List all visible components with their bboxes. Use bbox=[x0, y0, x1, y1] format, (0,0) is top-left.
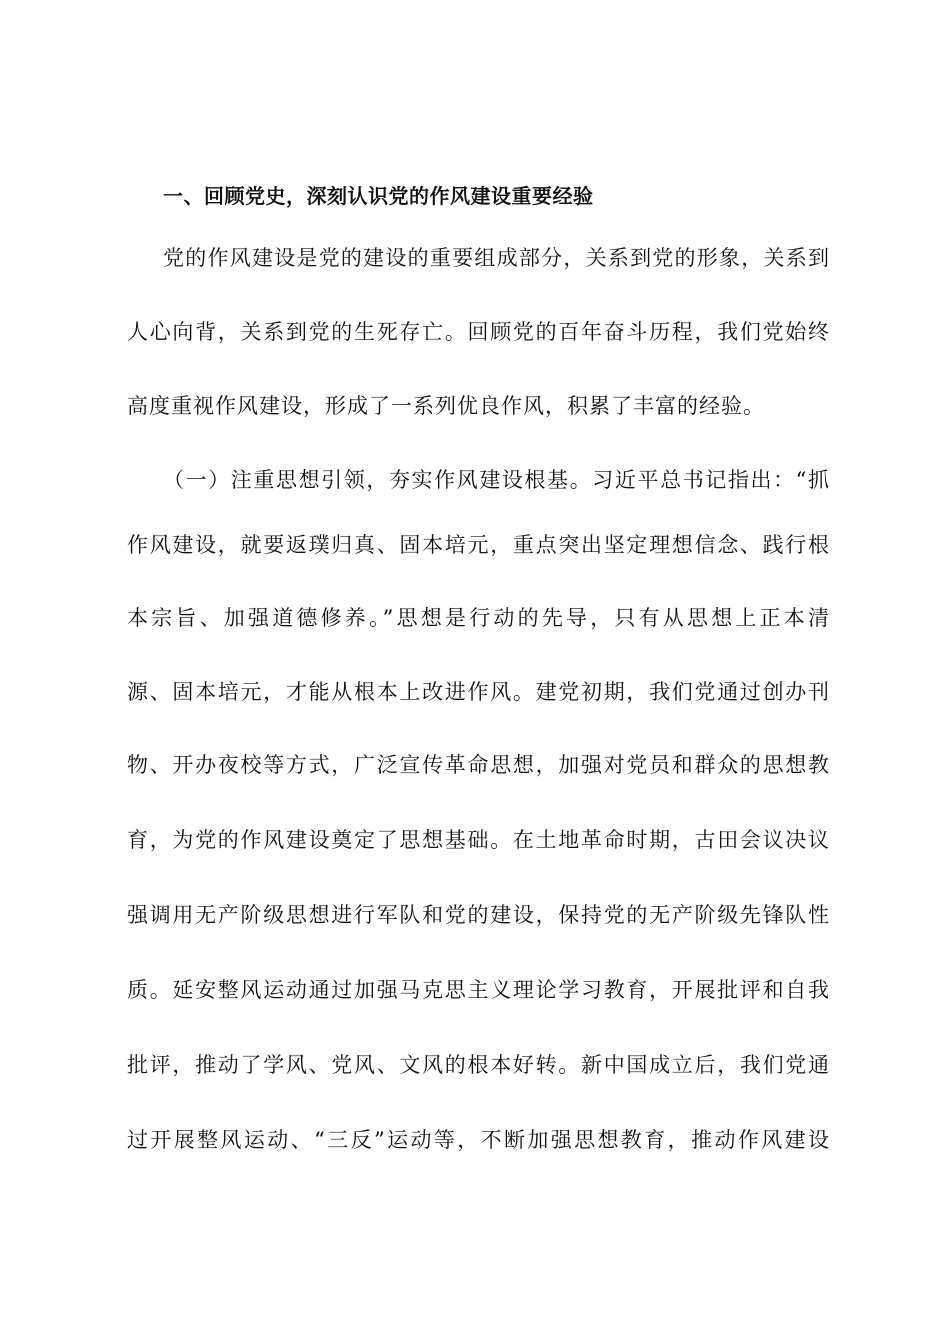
paragraph-line: 人心向背，关系到党的生死存亡。回顾党的百年奋斗历程，我们党始终 bbox=[127, 320, 830, 344]
paragraph-line: 高度重视作风建设，形成了一系列优良作风，积累了丰富的经验。 bbox=[127, 394, 765, 418]
paragraph-line: 育，为党的作风建设奠定了思想基础。在土地革命时期，古田会议决议 bbox=[127, 828, 830, 852]
paragraph-line: 过开展整风运动、“三反”运动等，不断加强思想教育，推动作风建设 bbox=[127, 1128, 830, 1152]
paragraph-line: 本宗旨、加强道德修养。”思想是行动的先导，只有从思想上正本清 bbox=[127, 606, 830, 630]
paragraph-line: （一）注重思想引领，夯实作风建设根基。习近平总书记指出：“抓 bbox=[163, 468, 830, 492]
paragraph-line: 批评，推动了学风、党风、文风的根本好转。新中国成立后，我们党通 bbox=[127, 1053, 830, 1077]
paragraph-line: 作风建设，就要返璞归真、固本培元，重点突出坚定理想信念、践行根 bbox=[127, 533, 830, 557]
paragraph-line: 强调用无产阶级思想进行军队和党的建设，保持党的无产阶级先锋队性 bbox=[127, 903, 830, 927]
section-heading: 一、回顾党史，深刻认识党的作风建设重要经验 bbox=[163, 184, 594, 208]
paragraph-line: 源、固本培元，才能从根本上改进作风。建党初期，我们党通过创办刊 bbox=[127, 680, 830, 704]
paragraph-line: 物、开办夜校等方式，广泛宣传革命思想，加强对党员和群众的思想教 bbox=[127, 753, 830, 777]
paragraph-line: 质。延安整风运动通过加强马克思主义理论学习教育，开展批评和自我 bbox=[127, 978, 830, 1002]
paragraph-line: 党的作风建设是党的建设的重要组成部分，关系到党的形象，关系到 bbox=[163, 246, 830, 270]
